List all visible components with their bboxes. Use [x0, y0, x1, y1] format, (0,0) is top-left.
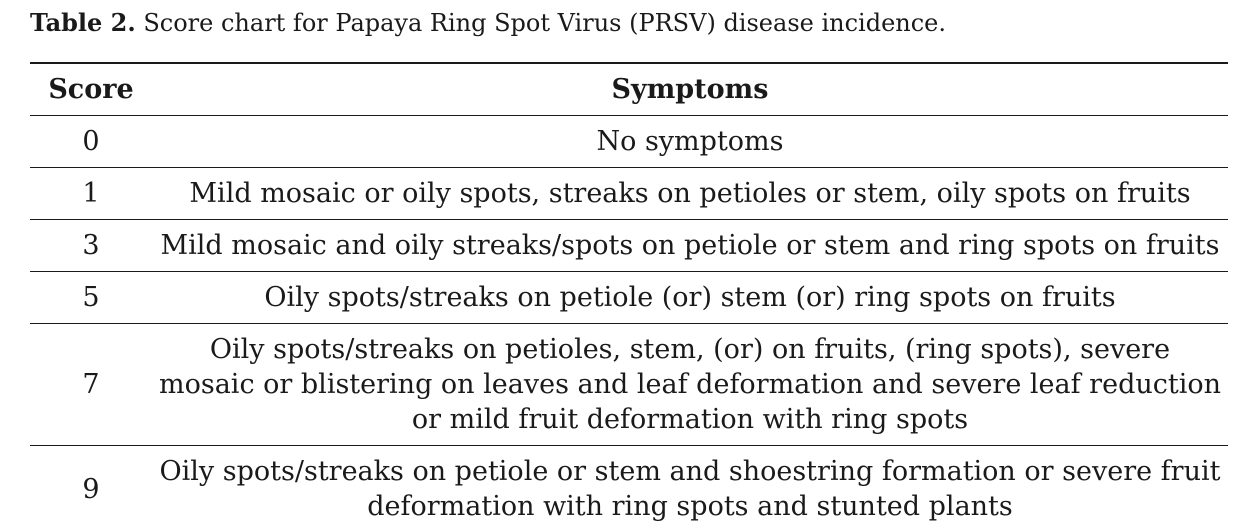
table-caption-text: Score chart for Papaya Ring Spot Virus (PRSV) disease incidence.	[143, 9, 946, 37]
cell-score: 9	[30, 446, 152, 532]
table-row	[30, 446, 1228, 532]
cell-score: 7	[30, 324, 152, 446]
cell-symptoms: Oily spots/streaks on petioles, stem, (or) on fruits, (ring spots), severe mosaic or blistering on leaves and leaf deformation and severe leaf reduction or mild fruit deformation with ring spots	[152, 324, 1228, 446]
cell-score: 3	[30, 220, 152, 272]
table-caption	[30, 8, 946, 38]
cell-symptoms: Mild mosaic or oily spots, streaks on petioles or stem, oily spots on fruits	[152, 168, 1228, 220]
header-symptoms: Symptoms	[152, 63, 1228, 116]
cell-symptoms: Oily spots/streaks on petiole or stem and shoestring formation or severe fruit deformation with ring spots and stunted plants	[152, 446, 1228, 532]
table-caption-label: Table 2.	[30, 8, 136, 37]
cell-symptoms: Oily spots/streaks on petiole (or) stem (or) ring spots on fruits	[152, 272, 1228, 324]
table-body	[30, 116, 1228, 532]
cell-symptoms: Mild mosaic and oily streaks/spots on petiole or stem and ring spots on fruits	[152, 220, 1228, 272]
table-header	[30, 63, 1228, 116]
header-score: Score	[30, 63, 152, 116]
score-table	[30, 62, 1228, 532]
table-row	[30, 116, 1228, 168]
table-row	[30, 324, 1228, 446]
cell-score: 5	[30, 272, 152, 324]
table-header-row	[30, 63, 1228, 116]
table-row	[30, 220, 1228, 272]
table-row	[30, 272, 1228, 324]
cell-symptoms: No symptoms	[152, 116, 1228, 168]
cell-score: 1	[30, 168, 152, 220]
cell-score: 0	[30, 116, 152, 168]
table-row	[30, 168, 1228, 220]
